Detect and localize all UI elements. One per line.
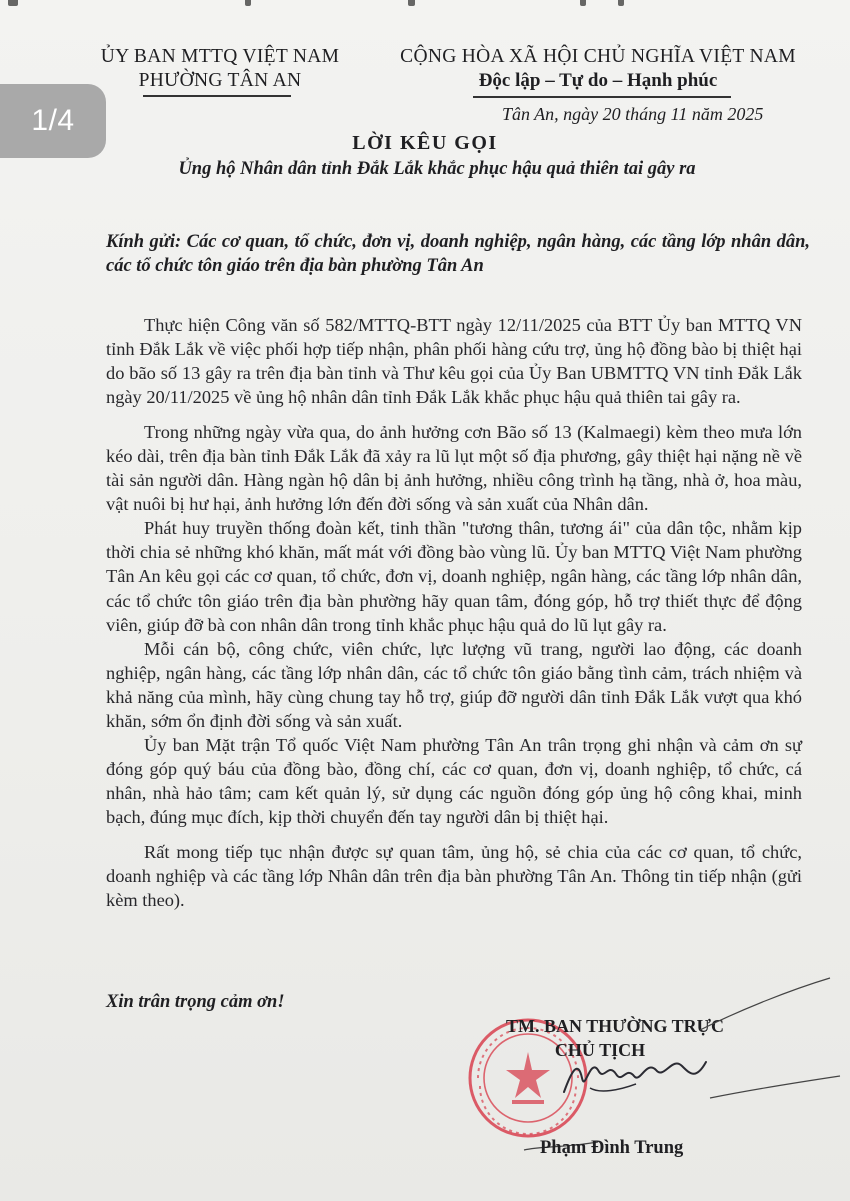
recipient-list: Các cơ quan, tổ chức, đơn vị, doanh nghiệp, ngân hàng, các tầng lớp nhân dân, các tổ chức tôn giáo trên địa bàn phường Tân An	[106, 232, 810, 276]
motto-underline	[473, 96, 731, 98]
recipient-block	[106, 230, 810, 278]
document-title: LỜI KÊU GỌI	[352, 132, 498, 154]
handwritten-signature-icon	[560, 1040, 710, 1110]
national-motto: Độc lập – Tự do – Hạnh phúc	[478, 70, 718, 91]
closing-line: Xin trân trọng cảm ơn!	[106, 992, 285, 1012]
pen-stroke-icon	[700, 970, 850, 1120]
recipient-label: Kính gửi:	[106, 232, 182, 252]
paragraph: Trong những ngày vừa qua, do ảnh hưởng cơn Bão số 13 (Kalmaegi) kèm theo mưa lớn kéo dài, trên địa bàn tỉnh Đắk Lắk đã xảy ra lũ lụt một số địa phương, gây thiệt hại nặng nề về tài sản người dân. Hàng ngàn hộ dân bị ảnh hưởng, nhiều công trình hạ tầng, nhà ở, hoa màu, vật nuôi bị hư hại, ảnh hưởng lớn đến đời sống và sản xuất của Nhân dân.	[106, 421, 802, 515]
paragraph: Thực hiện Công văn số 582/MTTQ-BTT ngày 12/11/2025 của BTT Ủy ban MTTQ VN tỉnh Đắk Lắk về việc phối hợp tiếp nhận, phân phối hàng cứu trợ, ủng hộ đồng bào bị thiệt hại do bão số 13 gây ra trên địa bàn tỉnh và Thư kêu gọi của Ủy Ban UBMTTQ VN tỉnh Đắk Lắk ngày 20/11/2025 về ủng hộ nhân dân tỉnh Đắk Lắk khắc phục hậu quả thiên tai gây ra.	[106, 315, 802, 408]
paragraph: Mỗi cán bộ, công chức, viên chức, lực lượng vũ trang, người lao động, các doanh nghiệp, ngân hàng, các tầng lớp nhân dân, các tổ chức tôn giáo bằng tình cảm, trách nhiệm và khả năng của mình, hãy cùng chung tay hỗ trợ, giúp đỡ người dân tỉnh Đắk Lắk vượt qua khó khăn, sớm ổn định đời sống và sản xuất.	[106, 638, 802, 731]
national-title: CỘNG HÒA XÃ HỘI CHỦ NGHĨA VIỆT NAM	[400, 46, 796, 67]
document-body	[106, 313, 802, 923]
signatory-name: Phạm Đình Trung	[540, 1138, 684, 1158]
page-counter-badge[interactable]: 1/4	[0, 84, 106, 158]
signatory-title: CHỦ TỊCH	[554, 1040, 646, 1060]
paragraph: Ủy ban Mặt trận Tổ quốc Việt Nam phường Tân An trân trọng ghi nhận và cảm ơn sự đóng góp quý báu của đồng bào, đồng chí, các cơ quan, đơn vị, doanh nghiệp, tổ chức, cá nhân, nhà hảo tâm; cam kết quản lý, sử dụng các nguồn đóng góp ủng hộ công khai, minh bạch, đúng mục đích, kịp thời chuyển đến tay người dân bị thiệt hại.	[106, 735, 802, 828]
paragraph: Phát huy truyền thống đoàn kết, tinh thần "tương thân, tương ái" của dân tộc, nhằm kịp thời chia sẻ những khó khăn, mất mát với đồng bào vùng lũ. Ủy ban MTTQ Việt Nam phường Tân An kêu gọi các cơ quan, tổ chức, đơn vị, doanh nghiệp, ngân hàng, các tầng lớp nhân dân, các tổ chức tôn giáo trên địa bàn phường hãy quan tâm, đóng góp, hỗ trợ thiết thực để động viên, giúp đỡ bà con nhân dân trong tỉnh khắc phục hậu quả do lũ lụt gây ra.	[106, 518, 802, 635]
issue-date: Tân An, ngày 20 tháng 11 năm 2025	[502, 104, 764, 124]
ward-underline	[143, 95, 291, 97]
cropped-top-text	[0, 0, 850, 14]
paragraph: Rất mong tiếp tục nhận được sự quan tâm, ủng hộ, sẻ chia của các cơ quan, tổ chức, doanh nghiệp và các tầng lớp Nhân dân trên địa bàn phường Tân An. Thông tin tiếp nhận (gửi kèm theo).	[106, 841, 802, 911]
signatory-role: TM. BAN THƯỜNG TRỰC	[505, 1016, 724, 1036]
document-subtitle: Ủng hộ Nhân dân tỉnh Đắk Lắk khắc phục hậu quả thiên tai gây ra	[178, 159, 696, 179]
issuing-organization: ỦY BAN MTTQ VIỆT NAM	[100, 46, 340, 67]
issuing-ward: PHƯỜNG TÂN AN	[138, 70, 302, 91]
